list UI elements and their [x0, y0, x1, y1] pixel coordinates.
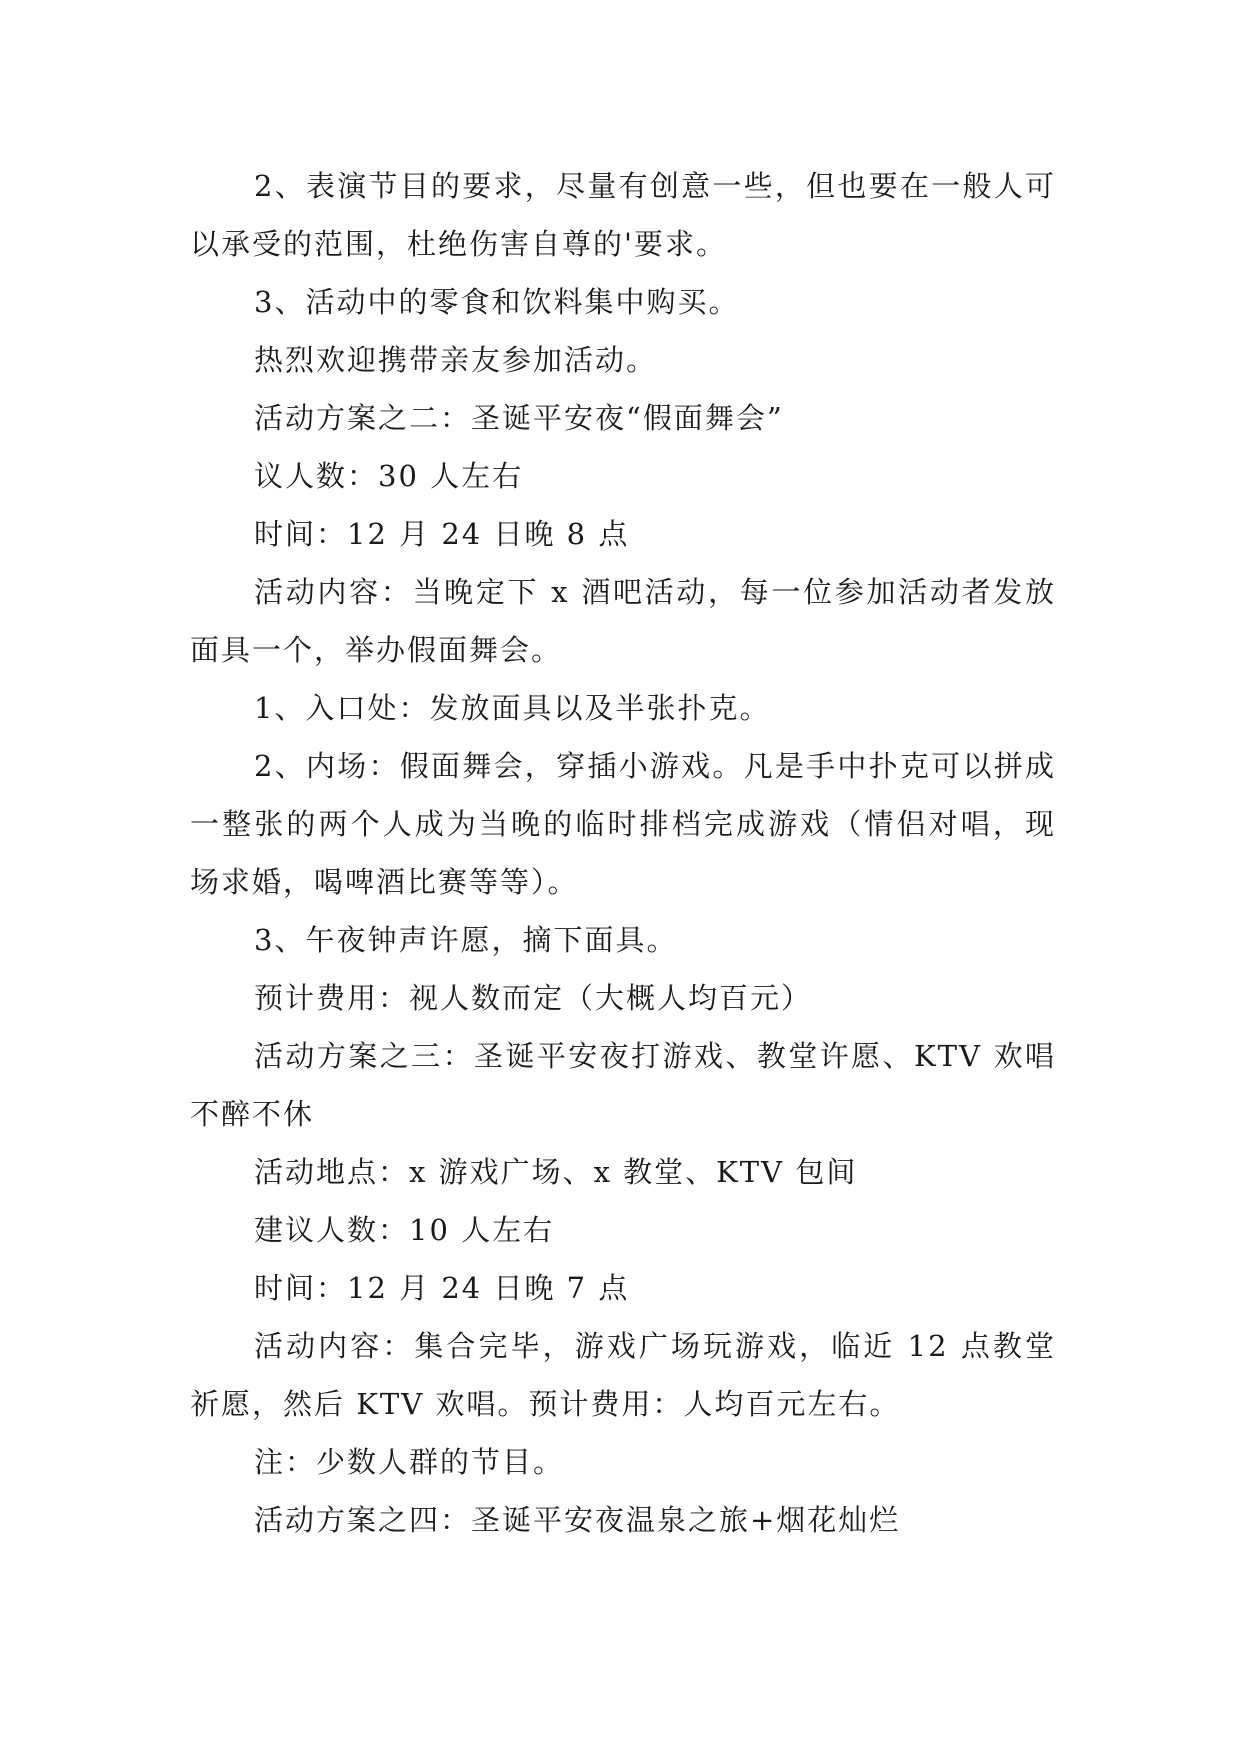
paragraph-inner-hall: 2、内场：假面舞会，穿插小游戏。凡是手中扑克可以拼成一整张的两个人成为当晚的临时排档完成游戏（情侣对唱，现场求婚，喝啤酒比赛等等）。: [190, 749, 1056, 899]
heading-plan-four: 活动方案之四：圣诞平安夜温泉之旅+烟花灿烂: [254, 1503, 901, 1537]
paragraph-snacks: 3、活动中的零食和饮料集中购买。: [254, 285, 740, 319]
paragraph-plan-two-cost: 预计费用：视人数而定（大概人均百元）: [254, 981, 813, 1015]
paragraph-plan-three-people: 建议人数：10 人左右: [254, 1213, 555, 1247]
heading-plan-three: 活动方案之三：圣诞平安夜打游戏、教堂许愿、KTV 欢唱不醉不休: [190, 1039, 1056, 1131]
paragraph-midnight: 3、午夜钟声许愿，摘下面具。: [254, 923, 678, 957]
document-body: [190, 157, 1056, 1549]
paragraph-plan-two-content: 活动内容：当晚定下 x 酒吧活动，每一位参加活动者发放面具一个，举办假面舞会。: [190, 575, 1056, 667]
heading-plan-two: 活动方案之二：圣诞平安夜“假面舞会”: [254, 401, 784, 435]
paragraph-plan-three-location: 活动地点：x 游戏广场、x 教堂、KTV 包间: [254, 1155, 858, 1189]
paragraph-plan-three-time: 时间：12 月 24 日晚 7 点: [254, 1271, 630, 1305]
paragraph-plan-three-content: 活动内容：集合完毕，游戏广场玩游戏，临近 12 点教堂祈愿，然后 KTV 欢唱。预计费用：人均百元左右。: [190, 1329, 1056, 1421]
paragraph-plan-two-people: 议人数：30 人左右: [254, 459, 524, 493]
paragraph-entrance: 1、入口处：发放面具以及半张扑克。: [254, 691, 771, 725]
paragraph-note: 注：少数人群的节目。: [254, 1445, 565, 1479]
paragraph-program-requirements: 2、表演节目的要求，尽量有创意一些，但也要在一般人可以承受的范围，杜绝伤害自尊的'要求。: [190, 169, 1056, 261]
paragraph-welcome: 热烈欢迎携带亲友参加活动。: [254, 343, 658, 377]
paragraph-plan-two-time: 时间：12 月 24 日晚 8 点: [254, 517, 630, 551]
